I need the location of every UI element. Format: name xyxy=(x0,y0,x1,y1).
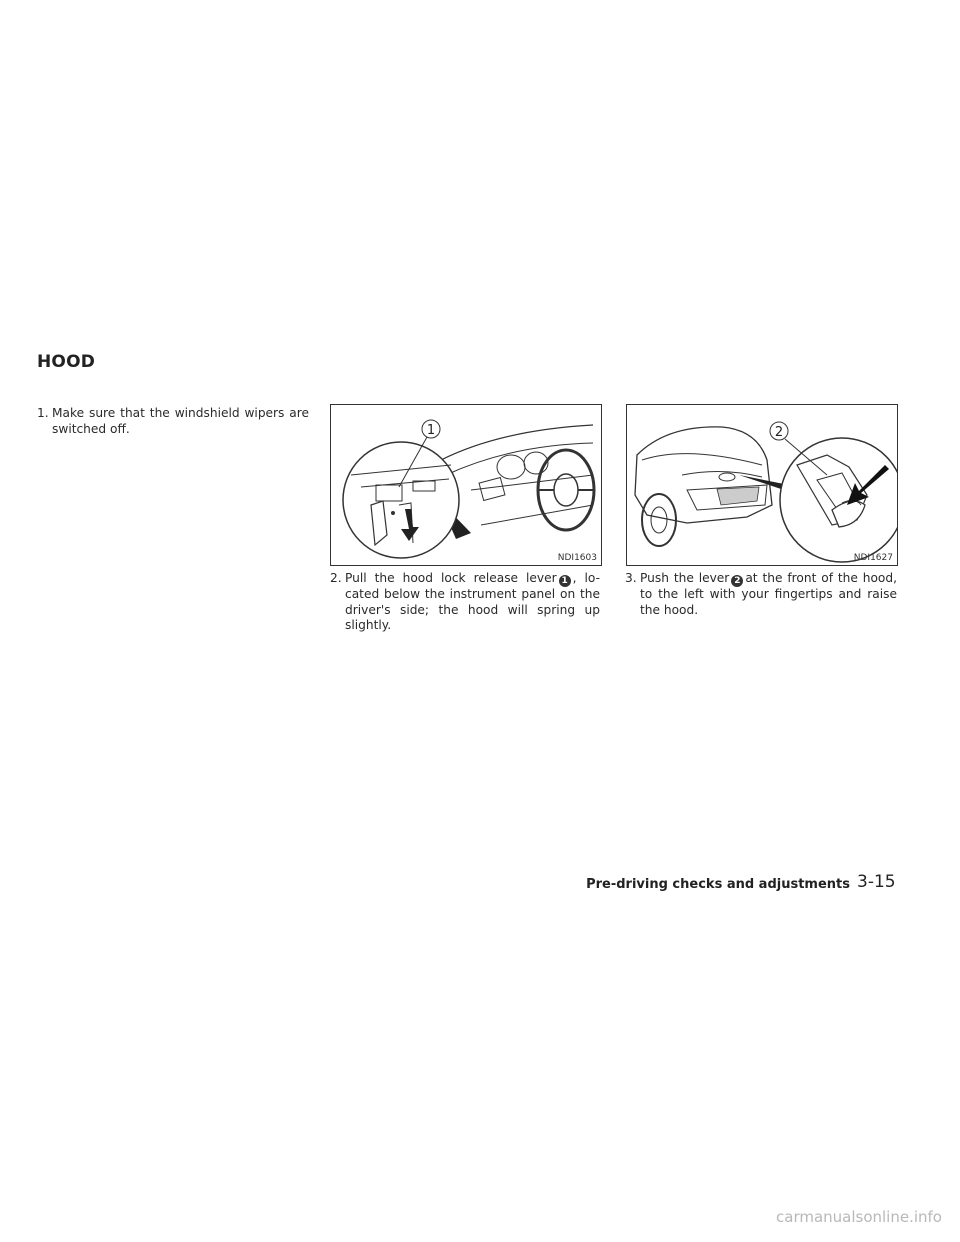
footer-page-number: 3-15 xyxy=(857,872,896,892)
watermark: carmanualsonline.info xyxy=(776,1208,942,1226)
callout-1-icon: 1 xyxy=(559,575,571,587)
step-number: 1. xyxy=(37,406,49,420)
callout-2-icon: 2 xyxy=(731,575,743,587)
hood-release-lever-illustration-icon xyxy=(331,405,601,565)
step-3 xyxy=(625,571,897,618)
figure-code: NDI1603 xyxy=(557,553,597,563)
figure-label: 1 xyxy=(426,423,436,438)
section-heading: HOOD xyxy=(37,352,96,372)
figure-hood-front-lever xyxy=(626,404,898,566)
step-text-before: Pull the hood lock release lever xyxy=(345,571,557,585)
figure-label: 2 xyxy=(774,425,784,440)
step-1 xyxy=(37,406,309,437)
step-text-after: , lo-cated below the instrument panel on the driver's side; the hood will spring up slightly. xyxy=(345,571,600,632)
step-number: 3. xyxy=(625,571,637,585)
step-number: 2. xyxy=(330,571,342,585)
step-text: Make sure that the windshield wipers are switched off. xyxy=(52,406,309,436)
step-text xyxy=(625,571,897,618)
footer-section-title: Pre-driving checks and adjustments xyxy=(586,877,850,892)
hood-front-lever-illustration-icon xyxy=(627,405,897,565)
step-text xyxy=(330,571,600,634)
step-text-after: at the front of the hood, to the left with your fingertips and raise the hood. xyxy=(640,571,898,617)
figure-hood-release-lever xyxy=(330,404,602,566)
step-2 xyxy=(330,571,600,634)
figure-code: NDI1627 xyxy=(853,553,893,563)
step-text-before: Push the lever xyxy=(640,571,730,585)
